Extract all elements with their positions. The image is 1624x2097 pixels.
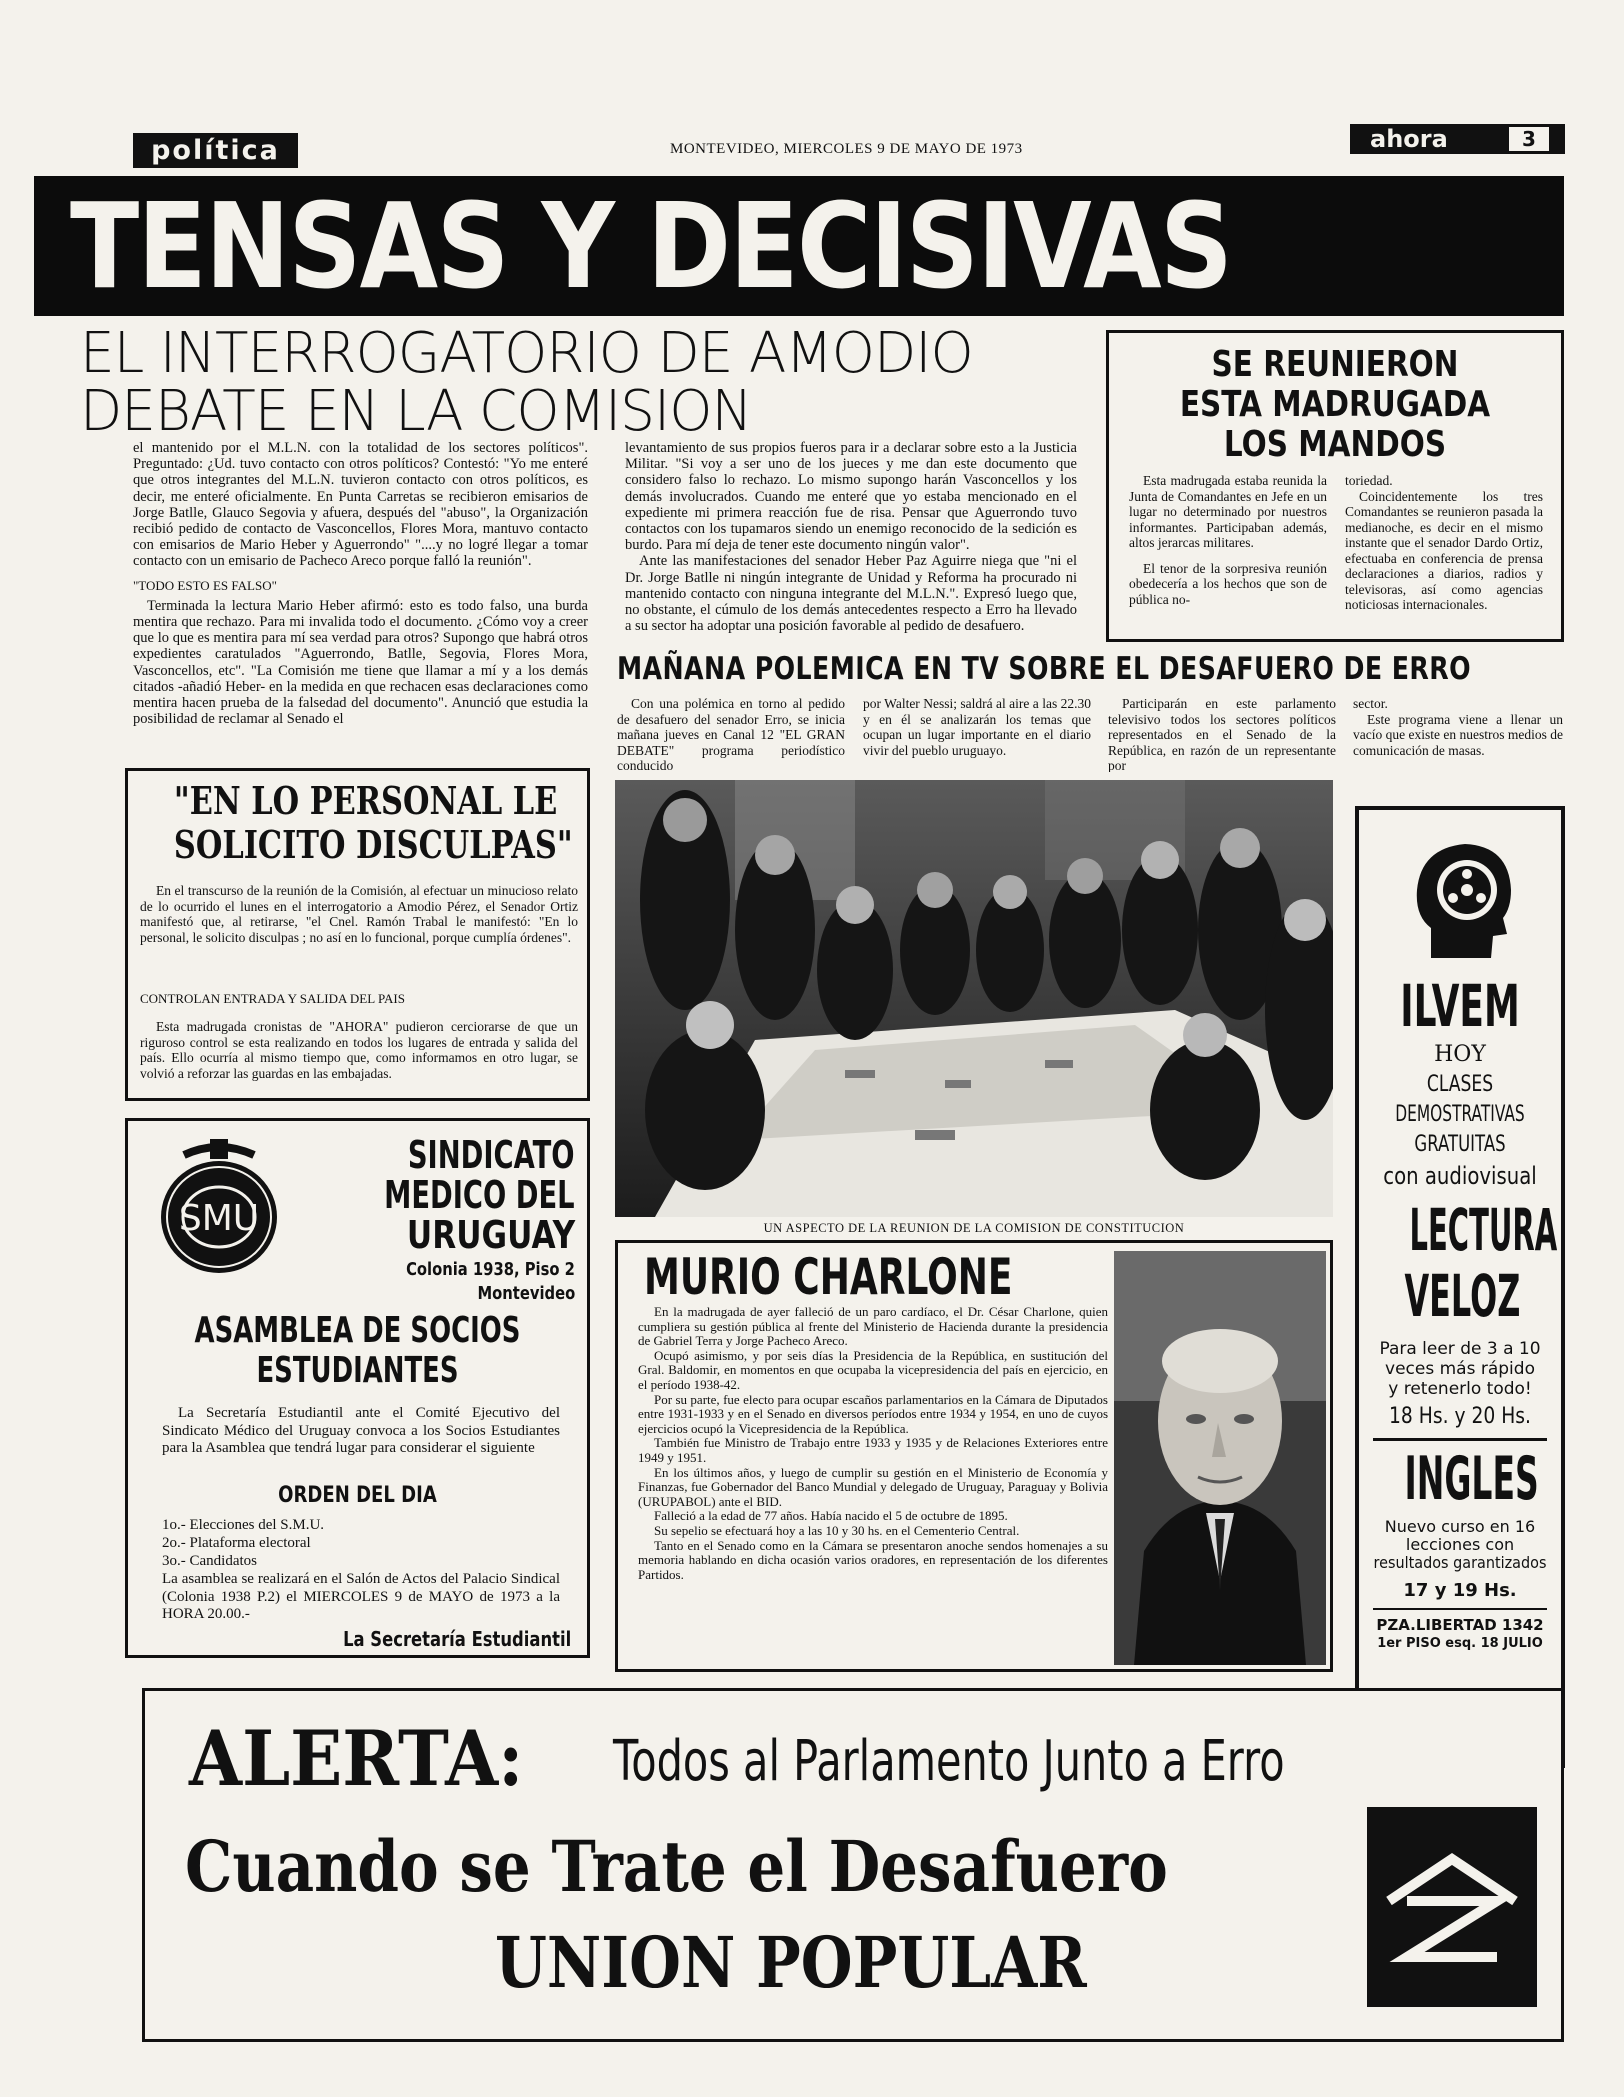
mandos-col1: [1129, 473, 1327, 633]
tv-col2: por Walter Nessi; saldrá al aire a las 22.30 y en él se analizarán los temas que ocupan un lugar importante en el diario vivir del pueblo uruguayo.: [863, 696, 1091, 758]
disculpas-box: [125, 768, 590, 1101]
main-article-p1: el mantenido por el M.L.N. con la totalidad de los sectores políticos". Preguntado: ¿Ud. tuvo contacto con otros políticos? Contestó: "Yo me enteré que otros integrantes del M.L.N. tuvieron contacto con otros políticos, es decir, me enteré oficialmente. En Punta Carretas se recibieron emisarios de Jorge Batlle, Glauco Segovia y afuera, después del "abuso", la Organización recibió pedido de contacto de Vasconcellos, Flores Mora, mantuvo contacto con emisarios de Mario Heber y Aguerrondo" "....y no logré llegar a tomar contacto con un emisario de Pacheco Areco porque falló la reunión".: [133, 440, 588, 570]
smu-item-3: 3o.- Candidatos: [162, 1553, 257, 1569]
ilvem-address-1: PZA.LIBERTAD 1342: [1376, 1616, 1544, 1634]
disculpas-title-2: SOLICITO DISCULPAS": [173, 822, 573, 867]
smu-assembly-2: ESTUDIANTES: [256, 1350, 459, 1391]
main-article-p4: Ante las manifestaciones del senador Heber Paz Aguirre niega que "ni el Dr. Jorge Batlle ni ningún integrante de Unidad y Reforma ha procurado ni mantenido contacto con ninguna integrante del M.L.N.". Expresó luego que, no obstante, el cúmulo de los demás antecedentes respecto a Erro ha llevado a su sector ha adoptar una posición favorable al pedido de desafuero.: [625, 553, 1077, 635]
smu-item-1: 1o.- Elecciones del S.M.U.: [162, 1517, 325, 1533]
smu-title-1: SINDICATO: [408, 1133, 575, 1177]
ilvem-brand: ILVEM: [1400, 972, 1520, 1040]
ilvem-desc-2: veces más rápido: [1385, 1359, 1535, 1379]
page-number: 3: [1509, 127, 1549, 151]
ilvem-clases: CLASES: [1426, 1072, 1494, 1097]
photo-caption: UN ASPECTO DE LA REUNION DE LA COMISION DE CONSTITUCION: [763, 1221, 1185, 1235]
charlone-p6: Falleció a la edad de 77 años. Había nacido el 5 de octubre de 1895.: [654, 1508, 1008, 1524]
mandos-col2: [1345, 473, 1543, 633]
charlone-portrait: [1114, 1251, 1326, 1665]
ilvem-desc-3: y retenerlo todo!: [1388, 1379, 1532, 1399]
ilvem-desc-5: lecciones con: [1405, 1535, 1515, 1554]
alerta-line-3: UNION POPULAR: [495, 1921, 1087, 2004]
ilvem-hours-2: 17 y 19 Hs.: [1403, 1580, 1517, 1601]
union-popular-logo-mark: [1367, 1807, 1537, 2007]
alerta-line-2: Cuando se Trate el Desafuero: [185, 1825, 1168, 1908]
disculpas-body: En el transcurso de la reunión de la Comisión, al efectuar un minucioso relato de lo ocurrido el lunes en el interrogatorio a Amodio Pérez, el Senador Ortiz manifestó que, al retirarse, "el Cnel. Ramón Trabal le manifestó: "En lo personal, le solicito disculpas ; no así en lo funcional, porque cumplía órdenes".: [140, 883, 578, 945]
smu-item-2: 2o.- Plataforma electoral: [162, 1535, 311, 1551]
charlone-p1: En la madrugada de ayer falleció de un paro cardíaco, el Dr. César Charlone, quien cumpliera su gestión pública al frente del Ministerio de Hacienda durante la presidencia de Gabriel Terra y Jorge Pacheco Areco.: [638, 1305, 1108, 1349]
ilvem-demostrativas: DEMOSTRATIVAS: [1395, 1102, 1525, 1127]
smu-address: Colonia 1938, Piso 2: [406, 1259, 575, 1280]
smu-ad: [125, 1118, 590, 1658]
tv-headline: MAÑANA POLEMICA EN TV SOBRE EL DESAFUERO DE ERRO: [617, 651, 1472, 687]
page-headline: TENSAS Y DECISIVAS: [70, 177, 1232, 315]
mandos-p1: Esta madrugada estaba reunida la Junta de Comandantes en Jefe en un lugar no determinado por nuestros informantes. Participaban además, altos jerarcas militares.: [1129, 473, 1327, 550]
ilvem-audiovisual: con audiovisual: [1383, 1162, 1537, 1190]
ilvem-hours-1: 18 Hs. y 20 Hs.: [1389, 1404, 1531, 1429]
dateline: MONTEVIDEO, MIERCOLES 9 DE MAYO DE 1973: [670, 141, 1023, 157]
charlone-p7: Su sepelio se efectuará hoy a las 10 y 30 hs. en el Cementerio Central.: [654, 1522, 1020, 1538]
disculpas-body-2: Esta madrugada cronistas de "AHORA" pudieron cerciorarse de que un riguroso control se esta realizando en todos los lugares de entrada y salida del país. Ello ocurría al mismo tiempo que, como informamos en otro lugar, se volvió a reforzar las guardas en las embajadas.: [140, 1019, 578, 1081]
union-popular-logo: [1367, 1807, 1537, 2007]
tv-col1: Con una polémica en torno al pedido de desafuero del senador Erro, se inicia mañana jueves en Canal 12 "EL GRAN DEBATE" programa periodístico conducido: [617, 696, 845, 772]
section-tag: política: [133, 133, 298, 168]
meeting-photo-image: [615, 780, 1333, 1217]
ilvem-lectura: LECTURA: [1409, 1196, 1558, 1264]
charlone-portrait-image: [1114, 1251, 1326, 1665]
alerta-word: ALERTA:: [189, 1714, 524, 1803]
ilvem-desc-6: resultados garantizados: [1373, 1553, 1547, 1572]
main-article-subhead: "TODO ESTO ES FALSO": [133, 577, 277, 593]
ilvem-veloz: VELOZ: [1404, 1262, 1521, 1330]
mandos-p2: El tenor de la sorpresiva reunión obedecería a los hechos que son de pública no-: [1129, 560, 1327, 607]
ilvem-address-2: 1er PISO esq. 18 JULIO: [1377, 1636, 1543, 1651]
charlone-p2: Ocupó asimismo, y por seis días la Presidencia de la República, en sustitución del Gral. Baldomir, en momentos en que ocupaba la vicepresidencia del país en ejercicio, en el período 1938-42.: [638, 1347, 1108, 1392]
main-article-col2: [625, 440, 1077, 650]
ilvem-desc-4: Nuevo curso en 16: [1384, 1517, 1536, 1536]
charlone-p5: En los últimos años, y luego de cumplir su gestión en el Ministerio de Economía y Finanzas, fue Gobernador del Banco Mundial y delegado de Uruguay, Paraguay y Bolivia (URUPABOL) ante el BID.: [638, 1464, 1108, 1509]
charlone-p3: Por su parte, fue electo para ocupar escaños parlamentarios en la Cámara de Diputados entre 1931-1933 y en el Senado en diversos períodos entre 1934 y 1954, en uno de cuyos ejercicios ocupó la Vicepresidencia de la República.: [638, 1391, 1108, 1436]
smu-city: Montevideo: [477, 1283, 575, 1304]
publication-tag: [1350, 124, 1565, 154]
smu-signature: La Secretaría Estudiantil: [342, 1627, 571, 1651]
smu-closing: La asamblea se realizará en el Salón de Actos del Palacio Sindical (Colonia 1938 P.2) el MIERCOLES 9 de MAYO de 1973 a la HORA 20.00.-: [162, 1571, 560, 1622]
smu-assembly-1: ASAMBLEA DE SOCIOS: [194, 1310, 521, 1351]
tv-col3: Participarán en este parlamento televisivo todos los sectores políticos representados en el Senado de la República, en razón de un representante por: [1108, 696, 1336, 772]
publication-name: ahora: [1370, 125, 1448, 153]
tv-p5: Este programa viene a llenar un vacío que existe en nuestros medios de comunicación de masas.: [1353, 711, 1563, 758]
alerta-line-1: Todos al Parlamento Junto a Erro: [613, 1729, 1285, 1794]
head-reel-icon: [1411, 838, 1517, 964]
smu-title-3: URUGUAY: [406, 1213, 575, 1257]
tv-p4: sector.: [1353, 696, 1388, 711]
mandos-box: [1106, 330, 1564, 642]
ilvem-divider-2: [1373, 1608, 1547, 1610]
charlone-p8: Tanto en el Senado como en la Cámara se presentaron anoche sendos homenajes a su memoria hablando en dicha ocasión varios oradores, en representación de los diferentes Partidos.: [638, 1537, 1108, 1582]
mandos-title-2: ESTA MADRUGADA: [1179, 384, 1491, 425]
ilvem-gratuitas: GRATUITAS: [1414, 1132, 1506, 1157]
charlone-body: [638, 1305, 1108, 1665]
alerta-ad: [142, 1688, 1564, 2042]
subhead-line1: EL INTERROGATORIO DE AMODIO: [80, 321, 973, 386]
ilvem-ad: [1355, 806, 1565, 1768]
ilvem-desc-1: Para leer de 3 a 10: [1379, 1339, 1541, 1359]
charlone-box: [615, 1240, 1333, 1672]
smu-title-2: MEDICO DEL: [384, 1173, 575, 1217]
ilvem-hoy: HOY: [1434, 1042, 1486, 1067]
meeting-photo: [615, 780, 1333, 1217]
main-article-p3: levantamiento de sus propios fueros para ir a declarar sobre esto a la Justicia Militar. "Si voy a ser uno de los jueces y me dan este documento que considero falso lo rechazo. Lo mismo supongo harán Vasconcellos y los demás involucrados. Cuando me enteré que yo estaba mencionado en el expediente mi primera reacción fue de risa. Pensar que Aguerrondo tuvo contactos con los tupamaros siendo un enemigo reconocido de la sedición es burdo. Para mí deja de tener este documento ningún valor".: [625, 440, 1077, 554]
mandos-title-1: SE REUNIERON: [1211, 344, 1459, 385]
smu-orden: ORDEN DEL DIA: [278, 1483, 437, 1508]
mandos-p4: Coincidentemente los tres Comandantes se reunieron pasada la medianoche, es decir en el mismo instante que el senador Dardo Ortiz, efectuaba en conferencia de prensa declaraciones a diarios, radios y televisoras, así como agencias noticiosas internacionales.: [1345, 488, 1543, 612]
charlone-title: MURIO CHARLONE: [644, 1248, 1013, 1306]
ilvem-divider: [1373, 1438, 1547, 1441]
smu-logo-text: SMU: [178, 1198, 260, 1239]
mandos-title-3: LOS MANDOS: [1223, 424, 1447, 465]
subhead-line2: DEBATE EN LA COMISION: [80, 379, 752, 444]
ilvem-ingles: INGLES: [1404, 1444, 1539, 1514]
smu-body: La Secretaría Estudiantil ante el Comité Ejecutivo del Sindicato Médico del Uruguay convoca a los Socios Estudiantes para la Asamblea que tendrá lugar para considerar el siguiente: [162, 1405, 560, 1456]
main-article-col1: [133, 440, 588, 760]
tv-col4: [1353, 696, 1563, 772]
mandos-p3: toriedad.: [1345, 473, 1393, 488]
charlone-p4: También fue Ministro de Trabajo entre 1933 y 1935 y de Relaciones Exteriores entre 1949 y 1951.: [638, 1435, 1108, 1465]
disculpas-title-1: "EN LO PERSONAL LE: [173, 778, 558, 823]
disculpas-subhead: CONTROLAN ENTRADA Y SALIDA DEL PAIS: [140, 991, 405, 1006]
main-article-p2: Terminada la lectura Mario Heber afirmó: esto es todo falso, una burda mentira que rechazo. Para mi invalida todo el documento. ¿Cómo voy a creer que lo que es mentira para mí sea verdad para otros? Supongo que habrá otros expedientes caratulados "Aguerrondo, Batlle, Segovia, Flores Mora, Vasconcellos, etc". "La Comisión me tiene que llamar a mí y a los demás citados -añadió Heber- en la medida en que rechacen esas declaraciones como mentira hacen prueba de la falsedad del documento". Anunció que estudia la posibilidad de reclamar al Senado el: [133, 597, 588, 728]
